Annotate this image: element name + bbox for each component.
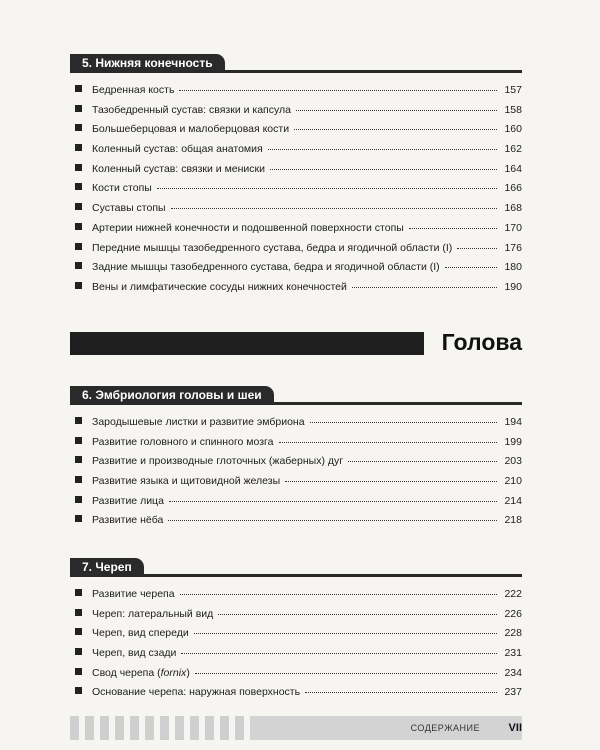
part-title: Голова	[441, 329, 522, 355]
entry-title: Артерии нижней конечности и подошвенной поверхности стопы	[92, 221, 404, 234]
toc-entry[interactable]	[70, 627, 522, 647]
entry-page: 203	[504, 455, 522, 468]
dot-leader	[194, 633, 497, 634]
entry-title: Череп, вид спереди	[92, 627, 189, 640]
bullet-square-icon	[75, 687, 82, 694]
entry-page: 210	[504, 475, 522, 488]
footer-stripe	[100, 716, 109, 740]
toc-entry[interactable]	[70, 495, 522, 515]
entry-page: 157	[504, 84, 522, 96]
bullet-square-icon	[75, 144, 82, 151]
page-footer	[70, 716, 522, 740]
entry-page: 214	[504, 494, 522, 507]
bullet-square-icon	[75, 476, 82, 483]
bullet-square-icon	[75, 243, 82, 250]
entry-page: 234	[504, 666, 522, 679]
dot-leader	[352, 287, 497, 288]
dot-leader	[409, 228, 497, 229]
footer-stripe	[220, 716, 229, 740]
toc-entry[interactable]	[70, 163, 522, 183]
dot-leader	[305, 692, 497, 693]
bullet-square-icon	[75, 282, 82, 289]
entry-title: Кости стопы	[92, 182, 152, 195]
entry-page: 170	[504, 221, 522, 234]
footer-stripe	[175, 716, 184, 740]
entry-page: 228	[504, 627, 522, 640]
dot-leader	[445, 267, 497, 268]
dot-leader	[180, 594, 497, 595]
section-lower-limb	[70, 54, 522, 301]
entry-title: Основание черепа: наружная поверхность	[92, 686, 301, 699]
toc-entry[interactable]	[70, 261, 522, 281]
dot-leader	[294, 129, 497, 130]
toc-entry[interactable]	[70, 182, 522, 202]
footer-stripe	[85, 716, 94, 740]
toc-entry[interactable]	[70, 455, 522, 475]
entry-page: 226	[504, 607, 522, 620]
entry-title: Коленный сустав: общая анатомия	[92, 143, 263, 156]
dot-leader	[285, 481, 497, 482]
dot-leader	[296, 110, 497, 111]
part-bar	[70, 332, 424, 355]
entry-page: 164	[504, 162, 522, 175]
footer-stripe	[70, 716, 79, 740]
section-title: 5. Нижняя конечность	[70, 54, 225, 73]
entry-page: 194	[504, 416, 522, 428]
toc-entry[interactable]	[70, 647, 522, 667]
dot-leader	[218, 614, 497, 615]
footer-band	[250, 716, 522, 740]
entry-title: Вены и лимфатические сосуды нижних конечностей	[92, 280, 347, 293]
footer-stripe	[205, 716, 214, 740]
dot-leader	[270, 169, 497, 170]
part-header	[70, 329, 522, 356]
footer-stripes	[70, 716, 250, 740]
entry-title-latin: fornix	[160, 666, 187, 679]
entry-title: Коленный сустав: связки и мениски	[92, 162, 265, 175]
entry-list	[70, 84, 522, 301]
footer-stripe	[145, 716, 154, 740]
bullet-square-icon	[75, 628, 82, 635]
entry-page: 237	[504, 686, 522, 699]
entry-title: Развитие лица	[92, 494, 164, 507]
toc-entry[interactable]	[70, 281, 522, 301]
dot-leader	[171, 208, 497, 209]
entry-page: 166	[504, 182, 522, 195]
entry-page: 162	[504, 143, 522, 156]
dot-leader	[168, 520, 497, 521]
toc-entry[interactable]	[70, 202, 522, 222]
entry-title: Суставы стопы	[92, 202, 166, 215]
toc-entry[interactable]	[70, 667, 522, 687]
bullet-square-icon	[75, 105, 82, 112]
dot-leader	[169, 501, 497, 502]
bullet-square-icon	[75, 515, 82, 522]
entry-title-text: Свод черепа (	[92, 666, 161, 679]
bullet-square-icon	[75, 262, 82, 269]
toc-entry[interactable]	[70, 143, 522, 163]
dot-leader	[310, 422, 497, 423]
entry-title-close: )	[186, 666, 190, 679]
entry-list	[70, 416, 522, 534]
toc-entry[interactable]	[70, 123, 522, 143]
entry-title: Развитие языка и щитовидной железы	[92, 475, 281, 488]
section-embryology	[70, 386, 522, 534]
bullet-square-icon	[75, 85, 82, 92]
entry-list	[70, 588, 522, 706]
section-title: 7. Череп	[70, 558, 144, 577]
toc-entry[interactable]	[70, 436, 522, 456]
bullet-square-icon	[75, 589, 82, 596]
bullet-square-icon	[75, 164, 82, 171]
toc-entry[interactable]	[70, 686, 522, 706]
bullet-square-icon	[75, 203, 82, 210]
dot-leader	[179, 90, 497, 91]
entry-title: Зародышевые листки и развитие эмбриона	[92, 416, 305, 428]
entry-page: 168	[504, 202, 522, 215]
entry-title: Развитие нёба	[92, 514, 164, 527]
footer-stripe	[130, 716, 139, 740]
footer-stripe	[235, 716, 244, 740]
section-header	[70, 54, 522, 74]
entry-title: Тазобедренный сустав: связки и капсула	[92, 103, 291, 116]
dot-leader	[457, 248, 497, 249]
section-title: 6. Эмбриология головы и шеи	[70, 386, 274, 405]
bullet-square-icon	[75, 183, 82, 190]
dot-leader	[279, 442, 498, 443]
entry-page: 160	[504, 123, 522, 136]
entry-page: 180	[504, 261, 522, 274]
toc-entry[interactable]	[70, 242, 522, 262]
bullet-square-icon	[75, 648, 82, 655]
toc-entry[interactable]	[70, 104, 522, 124]
footer-stripe	[115, 716, 124, 740]
entry-page: 190	[504, 280, 522, 293]
entry-page: 218	[504, 514, 522, 527]
footer-stripe	[190, 716, 199, 740]
entry-title: Развитие и производные глоточных (жаберных) дуг	[92, 455, 344, 468]
bullet-square-icon	[75, 668, 82, 675]
entry-page: 199	[504, 435, 522, 448]
bullet-square-icon	[75, 223, 82, 230]
bullet-square-icon	[75, 437, 82, 444]
footer-page-number: VII	[508, 722, 522, 734]
footer-stripe	[160, 716, 169, 740]
entry-title: Большеберцовая и малоберцовая кости	[92, 123, 290, 136]
entry-page: 222	[504, 588, 522, 600]
entry-title: Задние мышцы тазобедренного сустава, бедра и ягодичной области (I)	[92, 261, 440, 274]
bullet-square-icon	[75, 124, 82, 131]
entry-page: 158	[504, 103, 522, 116]
entry-title: Развитие черепа	[92, 588, 175, 600]
dot-leader	[348, 461, 497, 462]
bullet-square-icon	[75, 417, 82, 424]
dot-leader	[157, 188, 497, 189]
bullet-square-icon	[75, 496, 82, 503]
entry-page: 176	[504, 241, 522, 254]
toc-entry[interactable]	[70, 416, 522, 436]
dot-leader	[181, 653, 497, 654]
toc-entry[interactable]	[70, 608, 522, 628]
toc-entry[interactable]	[70, 222, 522, 242]
toc-entry[interactable]	[70, 588, 522, 608]
dot-leader	[268, 149, 497, 150]
bullet-square-icon	[75, 456, 82, 463]
toc-entry[interactable]	[70, 475, 522, 495]
entry-page: 231	[504, 647, 522, 660]
toc-entry[interactable]	[70, 84, 522, 104]
section-skull	[70, 558, 522, 706]
entry-title: Череп: латеральный вид	[92, 607, 214, 620]
footer-label: СОДЕРЖАНИЕ	[410, 723, 480, 733]
entry-title: Бедренная кость	[92, 84, 175, 96]
entry-title: Передние мышцы тазобедренного сустава, бедра и ягодичной области (I)	[92, 241, 453, 254]
entry-title: Череп, вид сзади	[92, 647, 177, 660]
entry-title	[92, 667, 190, 679]
entry-title: Развитие головного и спинного мозга	[92, 435, 274, 448]
toc-entry[interactable]	[70, 514, 522, 534]
section-header	[70, 558, 522, 578]
dot-leader	[195, 673, 497, 674]
section-header	[70, 386, 522, 406]
bullet-square-icon	[75, 609, 82, 616]
